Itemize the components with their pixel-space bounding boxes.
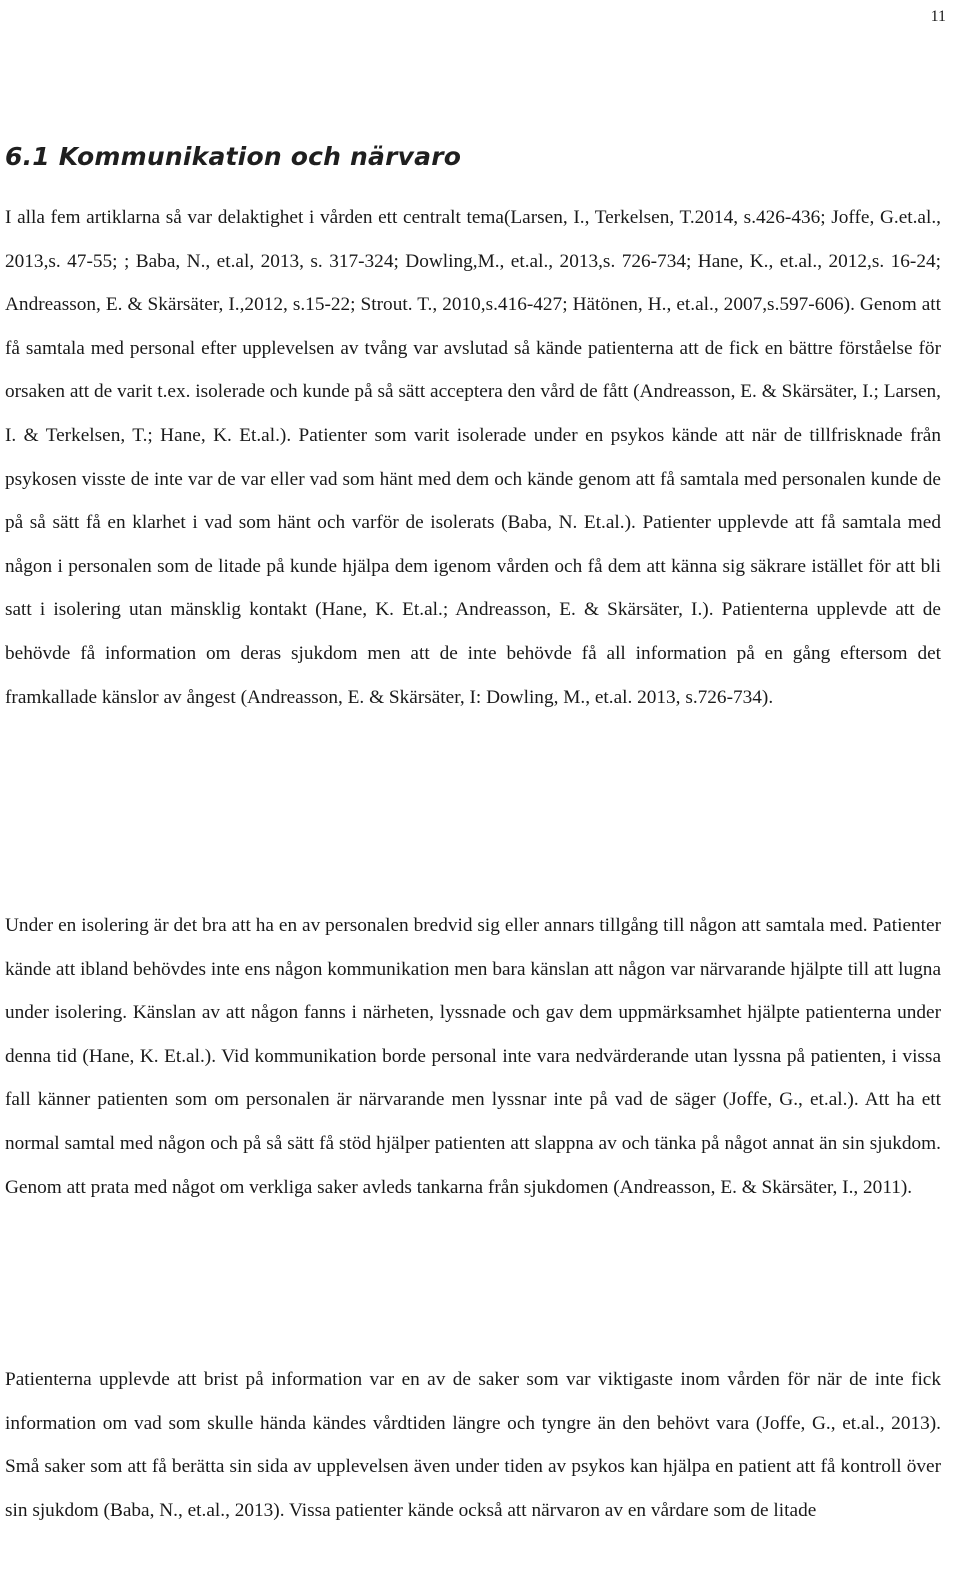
paragraph: Under en isolering är det bra att ha en av personalen bredvid sig eller annars tillgång till någon att samtala med. Patienter kände att ibland behövdes inte ens någon kommunikation men bara känslan att någon var närvarande hjälpte till att lugna under isolering. Känslan av att någon fanns i närheten, lyssnade och gav dem uppmärksamhet hjälpte patienterna under denna tid (Hane, K. Et.al.). Vid kommunikation borde personal inte vara nedvärderande utan lyssna på patienten, i vissa fall känner patienten som om personalen är närvarande men lyssnar inte på vad de säger (Joffe, G., et.al.). Att ha ett normal samtal med någon och på så sätt få stöd hjälper patienten att slappna av och tänka på något annat än sin sjukdom. Genom att prata med något om verkliga saker avleds tankarna från sjukdomen (Andreasson, E. & Skärsäter, I., 2011). bbox=[5, 915, 941, 1198]
paragraph: I alla fem artiklarna så var delaktighet i vården ett centralt tema(Larsen, I., Terkelsen, T.2014, s.426-436; Joffe, G.et.al., 2013,s. 47-55; ; Baba, N., et.al, 2013, s. 317-324; Dowling,M., et.al., 2013,s. 726-734; Hane, K., et.al., 2012,s. 16-24; Andreasson, E. & Skärsäter, I.,2012, s.15-22; Strout. T., 2010,s.416-427; Hätönen, H., et.al., 2007,s.597-606). Genom att få samtala med personal efter upplevelsen av tvång var avslutad så kände patienterna att de fick en bättre förståelse för orsaken att de varit t.ex. isolerade och kunde på så sätt acceptera den vård de fått (Andreasson, E. & Skärsäter, I.; Larsen, I. & Terkelsen, T.; Hane, K. Et.al.). Patienter som varit isolerade under en psykos kände att när de tillfrisknade från psykosen visste de inte var de var eller vad som hänt med dem och kände genom att få samtala med personalen kunde de på så sätt få en klarhet i vad som hänt och varför de isolerats (Baba, N. Et.al.). Patienter upplevde att få samtala med någon i personalen som de litade på kunde hjälpa dem igenom vården och få dem att känna sig säkrare istället för att bli satt i isolering utan mänsklig kontakt (Hane, K. Et.al.; Andreasson, E. & Skärsäter, I.). Patienterna upplevde att de behövde få information om deras sjukdom men att de inte behövde få all information på en gång eftersom det framkallade känslor av ångest (Andreasson, E. & Skärsäter, I: Dowling, M., et.al. 2013, s.726-734). bbox=[5, 207, 941, 708]
page-number: 11 bbox=[930, 8, 946, 25]
section-heading: 6.1 Kommunikation och närvaro bbox=[5, 142, 462, 171]
paragraph: Patienterna upplevde att brist på information var en av de saker som var viktigaste inom vården för när de inte fick information om vad som skulle hända kändes vårdtiden längre och tyngre än den behövt vara (Joffe, G., et.al., 2013). Små saker som att få berätta sin sida av upplevelsen även under tiden av psykos kan hjälpa en patient att få kontroll över sin sjukdom (Baba, N., et.al., 2013). Vissa patienter kände också att närvaron av en vårdare som de litade bbox=[5, 1369, 941, 1521]
